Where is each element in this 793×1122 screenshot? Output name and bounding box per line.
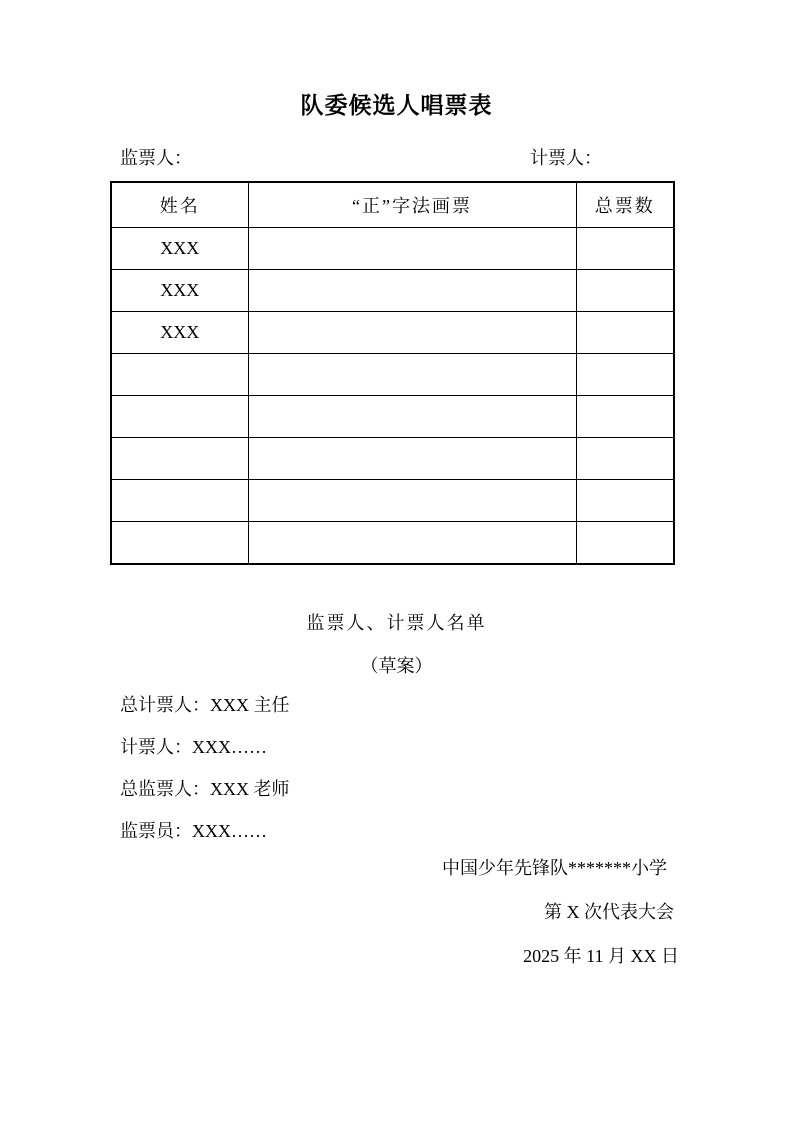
table-row [111, 228, 674, 270]
page-title: 队委候选人唱票表 [300, 93, 493, 118]
header-name: 姓名 [111, 182, 248, 228]
cell-name [111, 480, 248, 522]
supervisor-label: 监票人： [120, 148, 192, 168]
cell-tally [248, 228, 576, 270]
cell-total [576, 522, 674, 565]
cell-name [111, 354, 248, 396]
cell-name [111, 522, 248, 565]
cell-total [576, 312, 674, 354]
cell-total [576, 354, 674, 396]
roster-line-supervisors: 监票员：XXX…… [120, 821, 267, 841]
table-row [111, 270, 674, 312]
table-header-row [111, 182, 674, 228]
roster-line-chief-supervisor: 总监票人：XXX 老师 [120, 779, 290, 799]
teller-label: 计票人： [530, 148, 602, 168]
cell-tally [248, 270, 576, 312]
signature-organization: 中国少年先锋队*******小学 [442, 858, 667, 878]
table-row [111, 312, 674, 354]
header-tally-method: “正”字法画票 [248, 182, 576, 228]
table-row [111, 396, 674, 438]
cell-total [576, 270, 674, 312]
cell-total [576, 396, 674, 438]
cell-name [111, 438, 248, 480]
cell-name: XXX [111, 270, 248, 312]
roster-subheading: （草案） [360, 656, 433, 676]
signature-date: 2025 年 11 月 XX 日 [523, 946, 679, 966]
tally-table [110, 181, 675, 565]
cell-tally [248, 312, 576, 354]
table-row [111, 354, 674, 396]
header-total-votes: 总票数 [576, 182, 674, 228]
cell-total [576, 438, 674, 480]
cell-tally [248, 354, 576, 396]
table-row [111, 480, 674, 522]
cell-tally [248, 522, 576, 565]
cell-tally [248, 396, 576, 438]
cell-name: XXX [111, 312, 248, 354]
table-row [111, 522, 674, 565]
cell-name: XXX [111, 228, 248, 270]
roster-line-chief-teller: 总计票人：XXX 主任 [120, 695, 290, 715]
cell-total [576, 228, 674, 270]
table-row [111, 438, 674, 480]
officials-line [0, 147, 793, 169]
roster-line-tellers: 计票人：XXX…… [120, 737, 267, 757]
cell-tally [248, 438, 576, 480]
roster-heading: 监票人、计票人名单 [306, 613, 487, 633]
cell-total [576, 480, 674, 522]
signature-session: 第 X 次代表大会 [544, 902, 674, 922]
cell-tally [248, 480, 576, 522]
cell-name [111, 396, 248, 438]
